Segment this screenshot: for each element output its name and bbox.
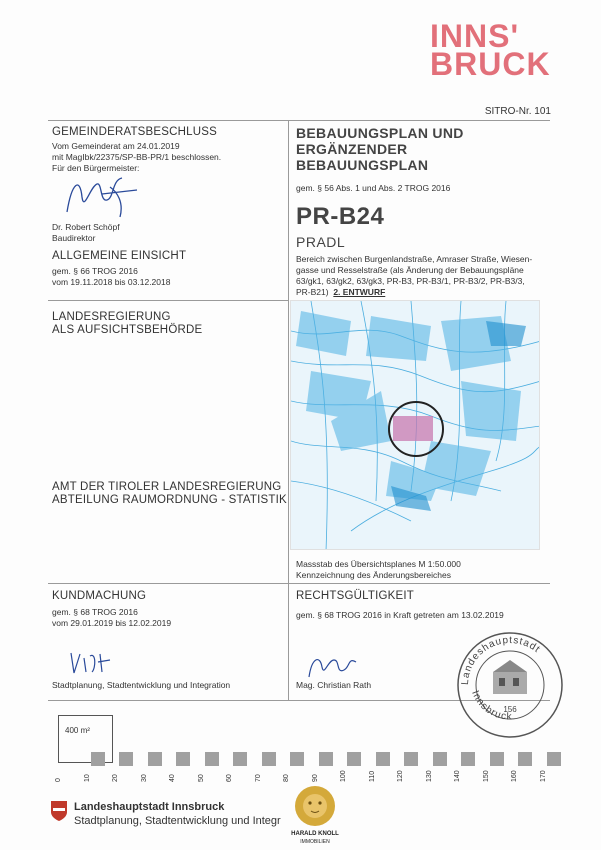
scale-reference-box xyxy=(58,715,113,763)
scale-tick-label: 80 xyxy=(283,774,290,782)
stamp-line-2: IMMOBILIEN xyxy=(300,839,330,845)
overview-map xyxy=(290,300,540,550)
change-area-highlight xyxy=(393,416,433,441)
scale-square xyxy=(91,752,105,766)
footer-line-1: Landeshauptstadt Innsbruck xyxy=(74,801,225,813)
amt-title-2: ABTEILUNG RAUMORDNUNG - STATISTIK xyxy=(52,494,287,506)
scale-tick-label: 10 xyxy=(83,774,91,782)
scale-square xyxy=(547,752,561,766)
kundmachung-line: vom 29.01.2019 bis 12.02.2019 xyxy=(52,618,172,628)
scale-tick-label: 50 xyxy=(197,774,205,782)
scale-square xyxy=(205,752,219,766)
area-last: PR-B21) xyxy=(296,287,329,297)
scale-square xyxy=(518,752,532,766)
rechtsgueltigkeit-title: RECHTSGÜLTIGKEIT xyxy=(296,590,414,602)
scale-tick-label: 120 xyxy=(397,770,404,782)
entwurf-label: 2. ENTWURF xyxy=(333,287,386,297)
logo-line-2: BRUCK xyxy=(430,46,551,82)
scale-square xyxy=(376,752,390,766)
einsicht-line: gem. § 66 TROG 2016 xyxy=(52,266,138,276)
overview-map-graphic xyxy=(291,301,540,550)
einsicht-line: vom 19.11.2018 bis 03.12.2018 xyxy=(52,277,171,287)
signature-rath xyxy=(306,652,366,682)
scale-tick-label: 100 xyxy=(340,770,347,782)
plan-title-2: ERGÄNZENDER xyxy=(296,141,408,157)
beschluss-text xyxy=(52,141,221,174)
einsicht-text xyxy=(52,266,170,288)
footer-line-2: Stadtplanung, Stadtentwicklung und Integr xyxy=(74,815,281,827)
beschluss-line: mit MagIbk/22375/SP-BB-PR/1 beschlossen. xyxy=(52,152,222,162)
area-line: gasse und Resselstraße (als Änderung der Bebauungspläne xyxy=(296,265,524,275)
scale-square xyxy=(490,752,504,766)
scale-square xyxy=(319,752,333,766)
area-last-line xyxy=(296,287,546,298)
plan-legal-basis: gem. § 56 Abs. 1 und Abs. 2 TROG 2016 xyxy=(296,183,451,193)
scale-square xyxy=(119,752,133,766)
area-line: 63/gk1, 63/gk2, 63/gk3, PR-B3, PR-B3/1, PR-B3/2, PR-B3/3, xyxy=(296,276,525,286)
seal-coat-of-arms xyxy=(493,660,527,694)
innsbruck-logo xyxy=(430,18,551,82)
scale-tick-label: 60 xyxy=(226,774,233,782)
seal-text-top: Landeshauptstadt xyxy=(459,634,543,686)
scale-tick-label: 40 xyxy=(169,774,176,782)
map-scale-caption: Massstab des Übersichtsplanes M 1:50.000 xyxy=(296,559,461,569)
logo-line-1: INNS' xyxy=(430,18,520,54)
signer-role: Baudirektor xyxy=(52,233,96,243)
einsicht-title: ALLGEMEINE EINSICHT xyxy=(52,250,187,262)
scale-tick-label: 150 xyxy=(482,770,490,782)
scale-tick-label: 0 xyxy=(55,778,62,782)
city-seal xyxy=(455,630,565,740)
beschluss-line: Für den Bürgermeister: xyxy=(52,163,140,173)
sitro-number: SITRO-Nr. 101 xyxy=(484,106,551,117)
amt-title-1: AMT DER TIROLER LANDESREGIERUNG xyxy=(52,481,282,493)
landes-title-1: LANDESREGIERUNG xyxy=(52,311,171,323)
scale-square xyxy=(404,752,418,766)
signer-name: Dr. Robert Schöpf xyxy=(52,222,120,232)
kundmachung-title: KUNDMACHUNG xyxy=(52,590,147,602)
kundmachung-text xyxy=(52,607,171,629)
district-name: PRADL xyxy=(296,234,346,250)
signature-kundmachung xyxy=(66,648,126,678)
beschluss-line: Vom Gemeinderat am 24.01.2019 xyxy=(52,141,180,151)
stamp-line-1: HARALD KNOLL xyxy=(291,831,339,837)
signature-schoepf xyxy=(62,172,142,222)
map-legend-caption: Kennzeichnung des Änderungsbereiches xyxy=(296,570,452,580)
rechtsgueltigkeit-signer: Mag. Christian Rath xyxy=(296,680,372,690)
scale-square xyxy=(262,752,276,766)
plan-title-1: BEBAUUNGSPLAN UND xyxy=(296,125,464,141)
scale-square xyxy=(290,752,304,766)
scale-tick-label: 130 xyxy=(425,770,433,782)
scale-tick-label: 170 xyxy=(539,770,547,782)
innsbruck-coat-icon xyxy=(50,800,68,822)
landes-title-2: ALS AUFSICHTSBEHÖRDE xyxy=(52,324,203,336)
scale-tick-label: 70 xyxy=(254,774,262,782)
center-divider xyxy=(288,120,289,700)
scale-square xyxy=(233,752,247,766)
top-divider xyxy=(48,120,550,121)
seal-number: 156 xyxy=(503,705,517,714)
plan-code: PR-B24 xyxy=(296,203,385,230)
scale-tick-label: 160 xyxy=(511,770,518,782)
scale-square xyxy=(148,752,162,766)
seal-text-bottom: Innsbruck xyxy=(469,689,513,723)
scale-tick-label: 90 xyxy=(311,774,319,782)
scale-square xyxy=(176,752,190,766)
left-divider-1 xyxy=(48,300,288,301)
scale-tick-label: 20 xyxy=(112,774,119,782)
scale-tick-label: 30 xyxy=(140,774,148,782)
beschluss-title: GEMEINDERATSBESCHLUSS xyxy=(52,126,218,138)
area-description xyxy=(296,254,546,298)
lion-stamp xyxy=(280,780,350,850)
plan-title-3: BEBAUUNGSPLAN xyxy=(296,157,429,173)
scale-square xyxy=(461,752,475,766)
area-line: Bereich zwischen Burgenlandstraße, Amraser Straße, Wiesen- xyxy=(296,254,533,264)
mid-divider xyxy=(48,583,550,584)
scale-tick-label: 110 xyxy=(368,770,376,782)
rechtsgueltigkeit-text: gem. § 68 TROG 2016 in Kraft getreten am 13.02.2019 xyxy=(296,610,504,620)
kundmachung-line: gem. § 68 TROG 2016 xyxy=(52,607,138,617)
scale-box-label: 400 m² xyxy=(65,726,90,735)
scale-square xyxy=(347,752,361,766)
kundmachung-signer: Stadtplanung, Stadtentwicklung und Integration xyxy=(52,680,231,690)
scale-tick-label: 140 xyxy=(454,770,461,782)
scale-square xyxy=(433,752,447,766)
